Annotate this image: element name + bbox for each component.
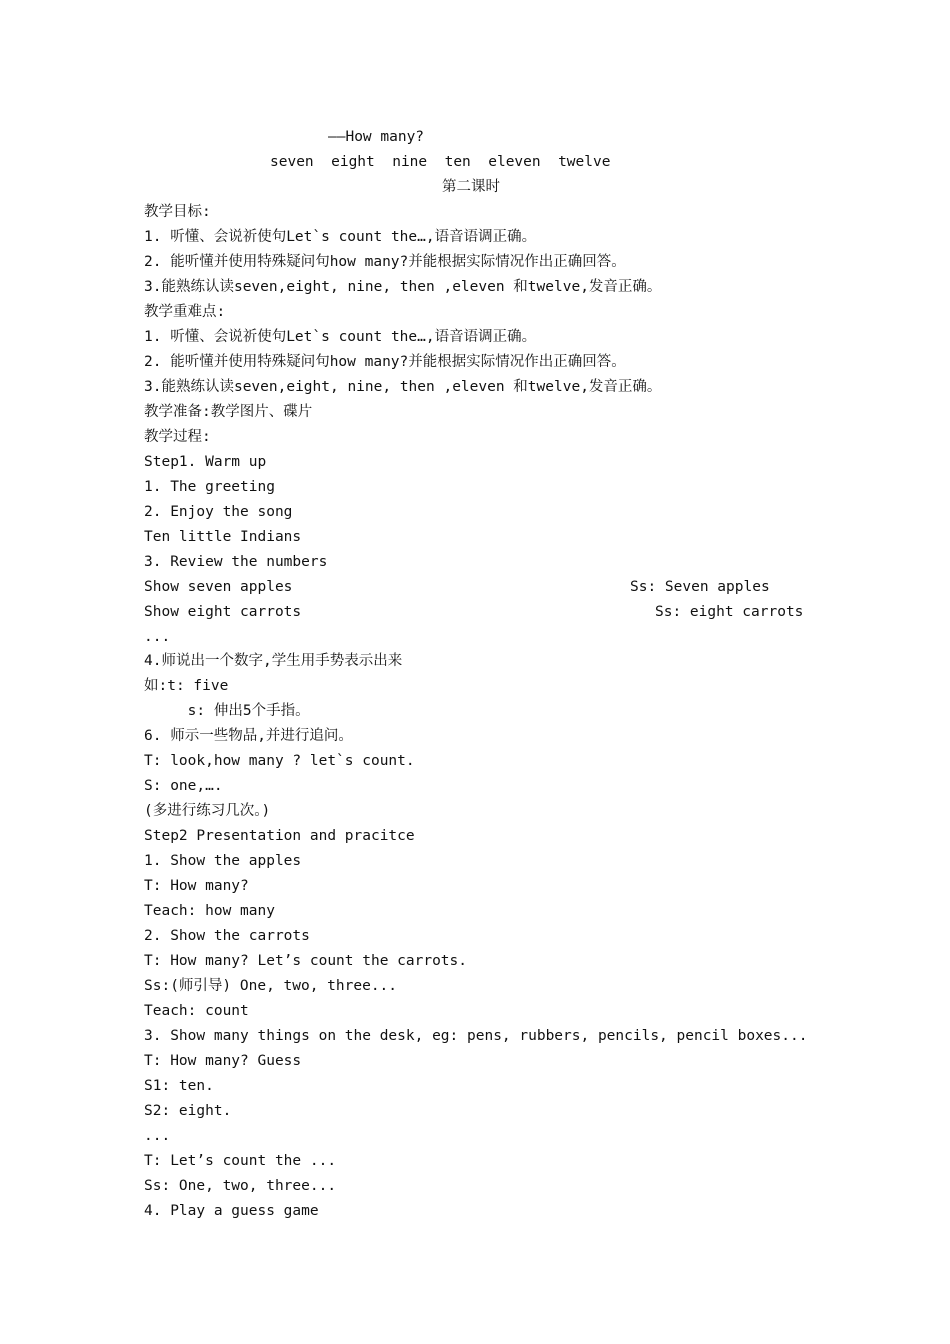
step-heading: Step1. Warm up — [144, 454, 267, 470]
text-line: 2. Show the carrots — [144, 928, 310, 944]
step-heading: Step2 Presentation and pracitce — [144, 828, 415, 844]
text-line: 如:t: five — [144, 678, 229, 694]
text-line: T: How many? Let’s count the carrots. — [144, 953, 468, 969]
text-line: Ss: One, two, three... — [144, 1178, 337, 1194]
section-heading-goals: 教学目标: — [144, 204, 211, 220]
text-line: 1. 听懂、会说祈使句Let`s count the…,语音语调正确。 — [144, 229, 537, 245]
section-heading-preparation: 教学准备:教学图片、碟片 — [144, 404, 313, 420]
text-line: 1. Show the apples — [144, 853, 302, 869]
text-line: T: How many? Guess — [144, 1053, 302, 1069]
text-line: Show seven apples — [144, 579, 293, 595]
text-line: 3.能熟练认读seven,eight, nine, then ,eleven 和twelve,发音正确。 — [144, 379, 662, 395]
lesson-title: 第二课时 — [442, 179, 500, 195]
text-line: ... — [144, 1128, 171, 1144]
student-response: Ss: eight carrots — [655, 604, 804, 620]
text-line: 4.师说出一个数字,学生用手势表示出来 — [144, 653, 403, 669]
text-line: 3. Review the numbers — [144, 554, 328, 570]
text-line: S2: eight. — [144, 1103, 232, 1119]
text-line: (多进行练习几次。) — [144, 803, 271, 819]
text-line: 3.能熟练认读seven,eight, nine, then ,eleven 和twelve,发音正确。 — [144, 279, 662, 295]
text-line: Teach: how many — [144, 903, 275, 919]
text-line: Teach: count — [144, 1003, 249, 1019]
text-line: ... — [144, 629, 171, 645]
text-line: Show eight carrots — [144, 604, 302, 620]
section-heading-key-points: 教学重难点: — [144, 304, 226, 320]
text-line: 2. 能听懂并使用特殊疑问句how many?并能根据实际情况作出正确回答。 — [144, 354, 626, 370]
text-line: 2. 能听懂并使用特殊疑问句how many?并能根据实际情况作出正确回答。 — [144, 254, 626, 270]
text-line: 1. The greeting — [144, 479, 275, 495]
student-response: Ss: Seven apples — [630, 579, 770, 595]
text-line: 6. 师示一些物品,并进行追问。 — [144, 728, 353, 744]
text-line: 3. Show many things on the desk, eg: pens, rubbers, pencils, pencil boxes... — [144, 1028, 808, 1044]
text-line: S1: ten. — [144, 1078, 214, 1094]
text-line: Ss:(师引导) One, two, three... — [144, 978, 398, 994]
text-line: 4. Play a guess game — [144, 1203, 319, 1219]
text-line: s: 伸出5个手指。 — [144, 703, 310, 719]
text-line: T: look,how many ? let`s count. — [144, 753, 415, 769]
number-words: seven eight nine ten eleven twelve — [270, 154, 611, 170]
text-line: Ten little Indians — [144, 529, 302, 545]
text-line: T: How many? — [144, 878, 249, 894]
text-line: 1. 听懂、会说祈使句Let`s count the…,语音语调正确。 — [144, 329, 537, 345]
subtitle: ——How many? — [328, 129, 425, 145]
text-line: 2. Enjoy the song — [144, 504, 293, 520]
section-heading-process: 教学过程: — [144, 429, 211, 445]
text-line: T: Let’s count the ... — [144, 1153, 337, 1169]
text-line: S: one,…. — [144, 778, 223, 794]
